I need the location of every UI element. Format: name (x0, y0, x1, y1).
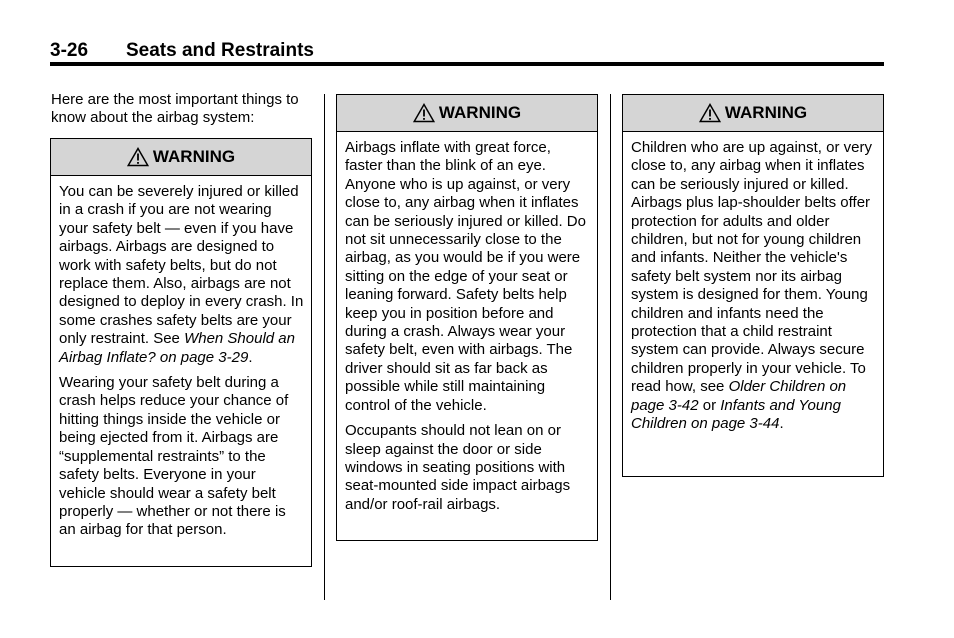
warning-triangle-icon (413, 103, 435, 123)
warning-paragraph: Wearing your safety belt during a crash helps reduce your chance of hitting things inside the vehicle or being ejected from it. Airbags are “supplemental restraints” to the safety belts. Everyone in your vehicle should wear a safety belt properly — whether or not there is an airbag for that person. (59, 374, 289, 539)
warning-label: WARNING (152, 147, 236, 166)
column-divider (610, 94, 611, 600)
page-reference-link[interactable]: Infants and Young Children on page 3-44 (631, 396, 841, 433)
warning-triangle-icon (127, 147, 149, 167)
warning-triangle-icon (699, 103, 721, 123)
paragraph-end: . (248, 348, 253, 366)
warning-paragraph: Airbags inflate with great force, faster than the blink of an eye. Anyone who is up against, or very close to, any airbag when it inflates can be seriously injured or killed. Do not sit unnecessarily close to the airbag, as you would be if you were sitting on the edge of your seat or leaning forward. Safety belts help keep you in position before and during a crash. Always wear your safety belt, even with airbags. The driver should sit as far back as possible while still maintaining control of the vehicle. (345, 139, 586, 414)
warning-paragraph (631, 139, 876, 434)
page-reference-link[interactable]: When Should an Airbag Inflate? on page 3-29 (59, 330, 295, 366)
warning-body (337, 132, 597, 520)
paragraph-text: Children who are up against, or very close to, any airbag when it inflates can be seriously injured or killed. Airbags plus lap-shoulder belts offer protection for adults and older children, but not for young children and infants. Neither the vehicle's safety belt system nor its airbag system is designed for them. Young children and infants need the protection that a child restraint system can provide. Always secure children properly in your vehicle. To read how, see (631, 139, 872, 396)
column-divider (324, 94, 325, 600)
warning-header (337, 95, 597, 132)
warning-label: WARNING (438, 103, 522, 122)
warning-box-children (622, 94, 884, 477)
warning-paragraph: Occupants should not lean on or sleep against the door or side windows in seating positions with seat-mounted side impact airbags and/or roof-rail airbags. (345, 422, 571, 513)
header-rule (50, 62, 884, 66)
warning-paragraph (59, 183, 304, 367)
paragraph-end: . (779, 415, 784, 433)
paragraph-text: You can be severely injured or killed in a crash if you are not wearing your safety belt — even if you have airbags. Airbags are designed to work with safety belts, but do not replace them. Also, airbags are not designed to deploy in every crash. In some crashes safety belts are your only restraint. See (59, 183, 304, 348)
paragraph-connector: or (698, 396, 721, 414)
warning-box-seatbelts (50, 138, 312, 567)
section-title: Seats and Restraints (126, 40, 314, 61)
page-reference-link[interactable]: Older Children on page 3-42 (631, 378, 847, 414)
warning-body (51, 176, 311, 546)
warning-header (51, 139, 311, 176)
page-number: 3-26 (50, 40, 89, 61)
page-header (50, 38, 884, 64)
warning-header (623, 95, 883, 132)
warning-body (623, 132, 883, 440)
intro-text: Here are the most important things to know about the airbag system: (51, 91, 299, 126)
warning-box-airbag-force (336, 94, 598, 541)
warning-label: WARNING (724, 103, 808, 122)
